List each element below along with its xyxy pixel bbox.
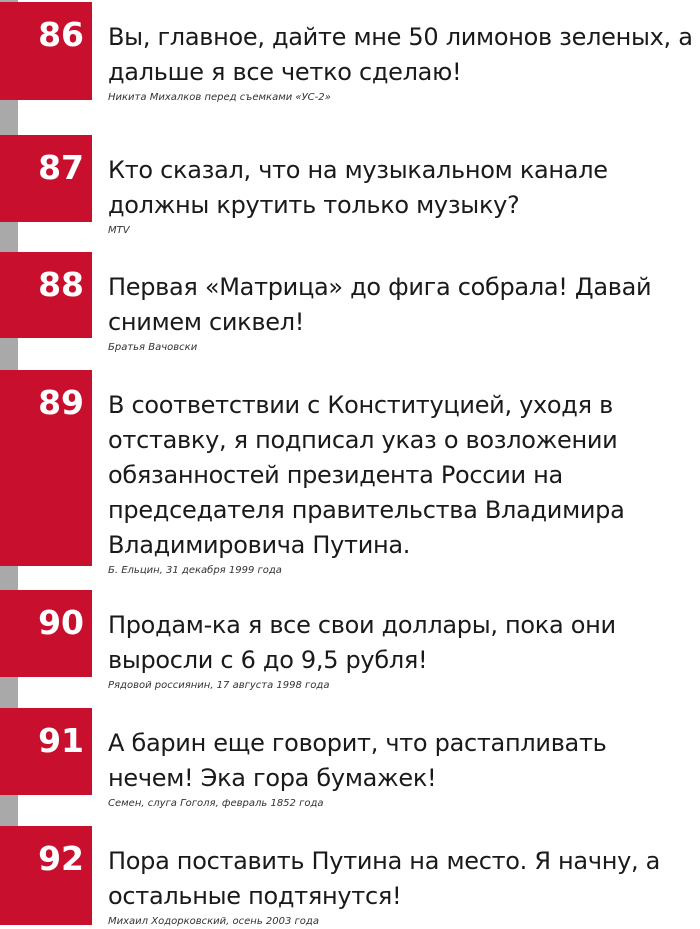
number-badge	[0, 370, 92, 566]
number-badge	[0, 135, 92, 222]
quote-text: Кто сказал, что на музыкальном канале должны крутить только музыку?	[108, 156, 608, 219]
item-number: 86	[38, 15, 84, 54]
quote-text: Первая «Матрица» до фига собрала! Давай снимем сиквел!	[108, 273, 652, 336]
item-number: 91	[38, 721, 84, 760]
item-number: 88	[38, 265, 84, 304]
quote-source: Михаил Ходорковский, осень 2003 года	[108, 916, 319, 927]
number-badge	[0, 590, 92, 677]
number-badge	[0, 826, 92, 925]
quote-text: В соответствии с Конституцией, уходя в отставку, я подписал указ о возложении обязанностей президента России на председателя правительства Владимира Владимировича Путина.	[108, 391, 625, 559]
item-number: 90	[38, 603, 84, 642]
item-number: 89	[38, 383, 84, 422]
quote-source: Никита Михалков перед съемками «УС-2»	[108, 92, 331, 103]
quote-source: Рядовой россиянин, 17 августа 1998 года	[108, 680, 330, 691]
item-number: 87	[38, 148, 84, 187]
quote-text: Вы, главное, дайте мне 50 лимонов зеленых, а дальше я все четко сделаю!	[108, 23, 693, 86]
quote-source: Б. Ельцин, 31 декабря 1999 года	[108, 565, 282, 576]
quote-text: А барин еще говорит, что растапливать нечем! Эка гора бумажек!	[108, 729, 607, 792]
number-badge	[0, 2, 92, 100]
quote-source: MTV	[108, 225, 130, 236]
quote-text: Продам-ка я все свои доллары, пока они выросли с 6 до 9,5 рубля!	[108, 611, 616, 674]
number-badge	[0, 708, 92, 795]
quote-source: Братья Вачовски	[108, 342, 198, 353]
quote-text: Пора поставить Путина на место. Я начну, а остальные подтянутся!	[108, 847, 661, 910]
number-badge	[0, 252, 92, 338]
item-number: 92	[38, 839, 84, 878]
quote-source: Семен, слуга Гоголя, февраль 1852 года	[108, 798, 324, 809]
